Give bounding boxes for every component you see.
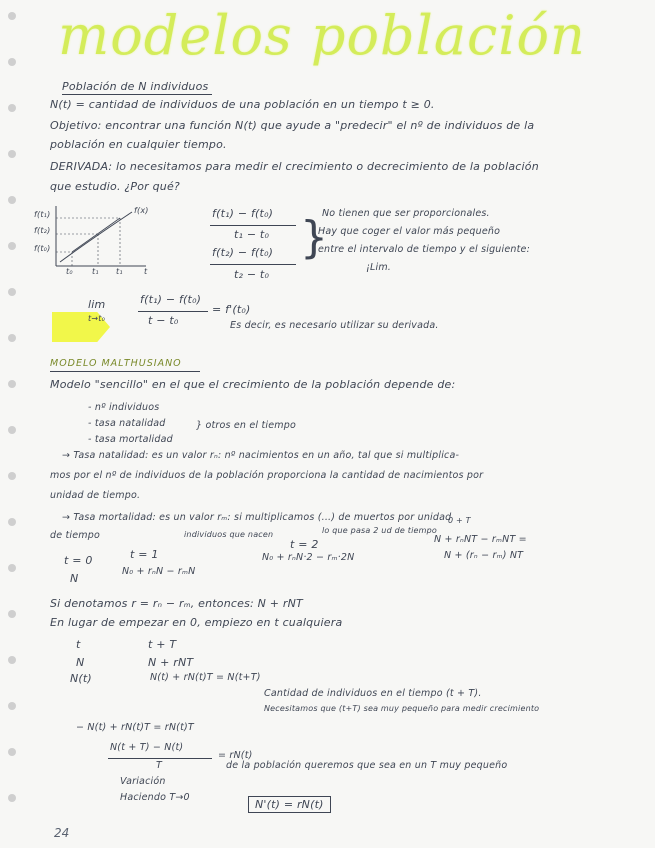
note-line-1: No tienen que ser proporcionales. [322, 208, 490, 219]
cantidad-note-1: Cantidad de individuos en el tiempo (t + T). [264, 688, 482, 699]
col1-nt: N(t) [70, 672, 92, 685]
binder-hole [8, 518, 16, 526]
fraction-bar [210, 225, 296, 226]
annotation-nacen: individuos que nacen [184, 530, 274, 539]
x-label-t: t [144, 267, 148, 276]
final-equation: N'(t) = rN(t) [248, 796, 331, 813]
binder-hole [8, 288, 16, 296]
binder-hole [8, 794, 16, 802]
natalidad-line-3: unidad de tiempo. [50, 490, 141, 501]
limit-subscript: t→t₀ [88, 314, 105, 323]
haciendo-label: Haciendo T→0 [120, 792, 190, 803]
binder-hole [8, 426, 16, 434]
mortalidad-line-2: de tiempo [50, 530, 101, 541]
y-label-ft1: f(t₁) [34, 210, 51, 219]
fraction-2-denominator: t₂ − t₀ [234, 268, 270, 281]
t0-label: t = 0 [64, 554, 93, 567]
t2-label: t = 2 [290, 538, 319, 551]
row-t1: N₀ + rₙN − rₘN [122, 566, 196, 577]
factor-item-3: - tasa mortalidad [88, 434, 173, 445]
malthus-intro: Modelo "sencillo" en el que el crecimiento de la población depende de: [50, 378, 456, 391]
row-T-2: N + (rₙ − rₘ) NT [444, 550, 524, 561]
col1-t: t [76, 638, 81, 651]
right-brace: } [300, 212, 329, 263]
fraction-1-denominator: t₁ − t₀ [234, 228, 270, 241]
limit-denominator: t − t₀ [148, 314, 179, 327]
curve-label: f(x) [134, 206, 149, 215]
note-line-2: Hay que coger el valor más pequeño [318, 226, 501, 237]
x-label-t0: t₀ [66, 267, 73, 276]
natalidad-line-1: → Tasa natalidad: es un valor rₙ: nº nacimientos en un año, tal que si multiplica- [62, 450, 460, 461]
heading-underline [62, 94, 212, 95]
define-line-2: En lugar de empezar en 0, empiezo en t cualquiera [50, 616, 343, 629]
binder-hole [8, 748, 16, 756]
derivada-line-2: que estudio. ¿Por qué? [50, 180, 180, 193]
binder-hole [8, 380, 16, 388]
x-label-t1: t₁ [92, 267, 99, 276]
fraction-2-numerator: f(t₂) − f(t₀) [212, 246, 274, 259]
binder-hole [8, 196, 16, 204]
binder-hole [8, 334, 16, 342]
cantidad-note-2: Necesitamos que (t+T) sea muy pequeño para medir crecimiento [264, 704, 540, 713]
y-label-ft2: f(t₂) [34, 226, 51, 235]
binder-hole [8, 610, 16, 618]
t1-label: t = 1 [130, 548, 159, 561]
objective-line-1: Objetivo: encontrar una función N(t) que ayude a "predecir" el nº de individuos de la [50, 119, 535, 132]
derivation-rhs: = rN(t) [218, 750, 253, 761]
col2-tT: t + T [148, 638, 177, 651]
row-T-1: N + rₙNT − rₘNT = [434, 534, 527, 545]
note-line-4: ¡Lim. [366, 262, 392, 273]
fraction-bar [108, 758, 212, 759]
fraction-1-numerator: f(t₁) − f(t₀) [212, 207, 274, 220]
factor-item-2: - tasa natalidad [88, 418, 166, 429]
mortalidad-line-1: → Tasa mortalidad: es un valor rₘ: si multiplicamos (...) de muertos por unidad [62, 512, 452, 523]
heading-underline [50, 371, 200, 372]
row-t2: N₀ + rₙN·2 − rₘ·2N [262, 552, 355, 563]
fraction-bar [210, 264, 296, 265]
y-label-ft0: f(t₀) [34, 244, 51, 253]
n-label: N [70, 572, 79, 585]
col2-nrnt: N + rNT [148, 656, 194, 669]
objective-line-2: población en cualquier tiempo. [50, 138, 227, 151]
limit-explanation: Es decir, es necesario utilizar su derivada. [230, 320, 439, 331]
annotation-0T: 0 + T [448, 516, 471, 525]
binder-hole [8, 12, 16, 20]
derivation-denominator: T [156, 760, 163, 771]
intro-heading: Población de N individuos [62, 80, 209, 93]
x-label-t1b: t₁ [116, 267, 123, 276]
binder-hole [8, 656, 16, 664]
derivada-line-1: DERIVADA: lo necesitamos para medir el crecimiento o decrecimiento de la población [50, 160, 539, 173]
fraction-bar [138, 311, 208, 312]
binder-hole [8, 702, 16, 710]
annotation-pasan: lo que pasa 2 ud de tiempo [322, 526, 437, 535]
variacion-label: Variación [120, 776, 166, 787]
binder-hole [8, 150, 16, 158]
malthus-heading: MODELO MALTHUSIANO [50, 358, 182, 369]
binder-hole [8, 472, 16, 480]
brace-note: } otros en el tiempo [196, 420, 296, 431]
define-line-1: Si denotamos r = rₙ − rₘ, entonces: N + rNT [50, 597, 303, 610]
col2-ntT: N(t) + rN(t)T = N(t+T) [150, 672, 261, 683]
binder-hole [8, 242, 16, 250]
binder-hole [8, 58, 16, 66]
definition-nt: N(t) = cantidad de individuos de una población en un tiempo t ≥ 0. [50, 98, 435, 111]
natalidad-line-2: mos por el nº de individuos de la población proporciona la cantidad de nacimientos por [50, 470, 484, 481]
limit-result: = f'(t₀) [212, 303, 251, 316]
derivation-eq1: − N(t) + rN(t)T = rN(t)T [76, 722, 194, 733]
binder-hole [8, 104, 16, 112]
note-line-3: entre el intervalo de tiempo y el siguiente: [318, 244, 530, 255]
function-curve [60, 212, 132, 262]
derivation-numerator: N(t + T) − N(t) [110, 742, 184, 753]
page-title: modelos población [58, 4, 586, 67]
derivation-comment: de la población queremos que sea en un T muy pequeño [226, 760, 508, 771]
col1-n: N [76, 656, 85, 669]
binder-hole [8, 564, 16, 572]
page-number: 24 [54, 826, 70, 840]
limit-numerator: f(t₁) − f(t₀) [140, 293, 202, 306]
limit-lim: lim [88, 298, 106, 311]
secant-graph [40, 200, 170, 280]
factor-item-1: - nº individuos [88, 402, 160, 413]
secant-line [72, 218, 120, 252]
